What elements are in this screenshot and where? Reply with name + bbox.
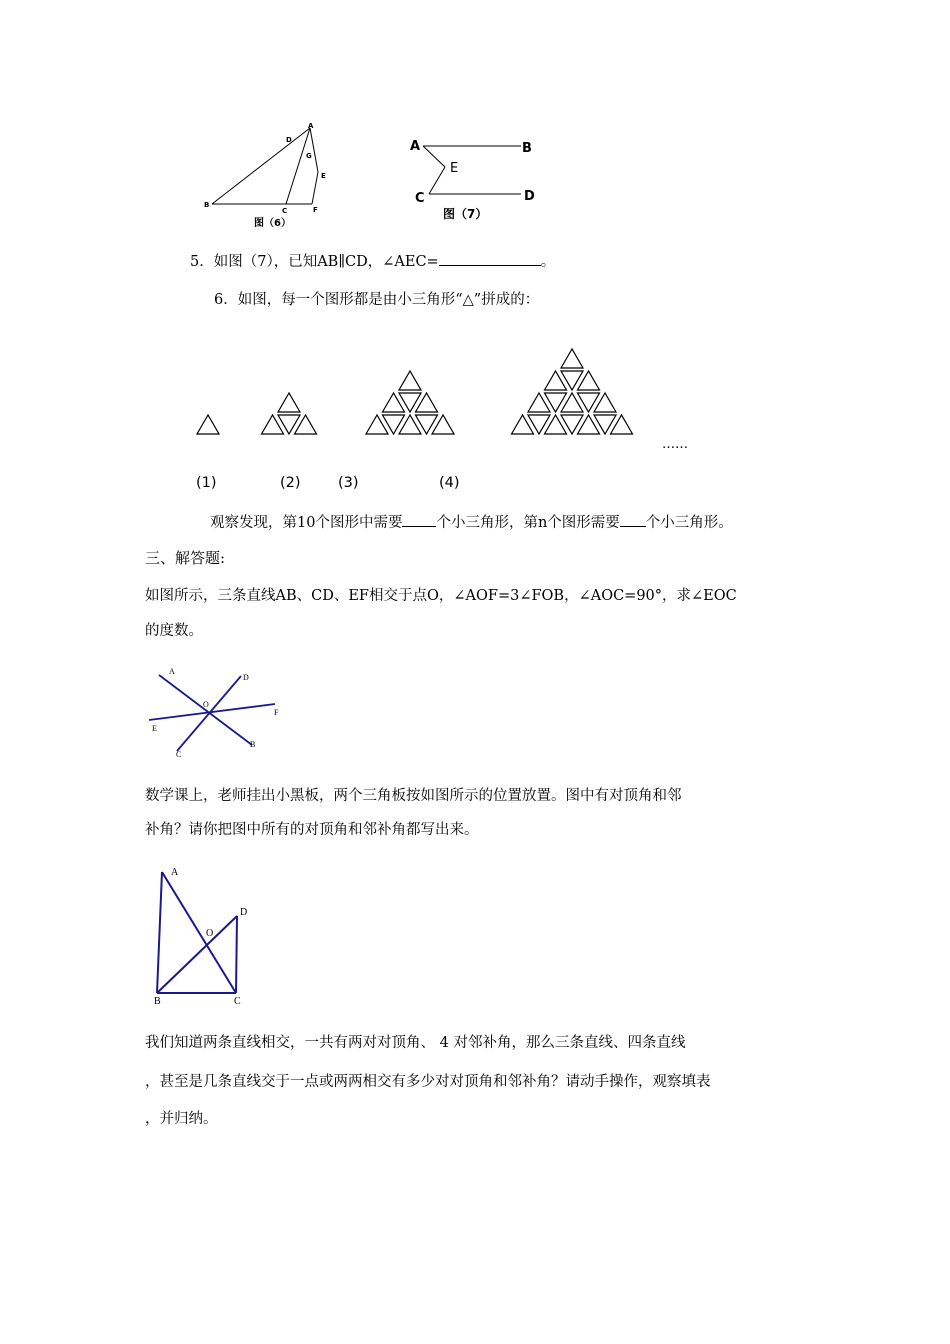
figure-7 [405,130,555,225]
q6-observe-b: 个小三角形，第n个图形需要 [436,515,620,531]
small-triangle-up [197,415,219,434]
q6-triangle-symbol: △ [462,292,474,308]
problem-3-line-2: ，甚至是几条直线交于一点或两两相交有多少对对顶角和邻补角？请动手操作，观察填表 [145,1074,711,1090]
q6-blank-2[interactable] [620,512,646,527]
question-6 [214,291,539,309]
fig6-point-b: B [204,201,210,209]
fig6-point-c: C [282,207,288,215]
small-triangle-up [561,349,583,368]
q6-observe-c: 个小三角形。 [645,515,733,531]
q6-observation [210,512,733,532]
q6-label-2: (2) [280,475,301,491]
question-5 [190,251,555,271]
problem-3-line-1: 我们知道两条直线相交，一共有两对对顶角、 4 对邻补角，那么三条直线、四条直线 [145,1035,686,1051]
q6-label-4: (4) [439,475,460,491]
p1-point-o: O [203,700,209,709]
triangle-patterns [190,330,710,450]
fig7-caption: 图（7） [443,207,488,221]
figure-three-lines [145,665,305,765]
problem-2-line-2: 补角？请你把图中所有的对顶角和邻补角都写出来。 [145,822,479,838]
problem-1-line-1: 如图所示，三条直线AB、CD、EF相交于点O，∠AOF=3∠FOB，∠AOC=90°，求∠EOC [145,588,737,604]
q6-text: 6．如图，每一个图形都是由小三角形“ [214,292,463,308]
q6-blank-1[interactable] [402,512,436,527]
fig7-point-a: A [410,139,421,154]
fig6-point-d: D [286,136,292,144]
fig6-caption: 图（6） [254,218,291,229]
q6-text-end: ”拼成的： [473,292,540,308]
q6-observe-a: 观察发现，第10个图形中需要 [210,515,403,531]
triangle-boards [157,872,237,993]
fig7-point-b: B [522,141,532,156]
small-triangle-up [278,393,300,412]
figure-triangle-boards [145,862,265,1012]
p1-point-b: B [250,740,256,749]
p1-point-d: D [243,673,249,682]
problem-3-line-3: ，并归纳。 [145,1111,218,1127]
q6-ellipsis: …… [662,437,688,452]
figure-7-lines [423,146,521,194]
q5-answer-blank[interactable] [439,251,541,266]
q5-suffix: 。 [540,254,556,270]
section-3-heading: 三、解答题: [145,549,226,567]
small-triangle-up [399,371,421,390]
p1-point-a: A [169,667,175,676]
q6-label-3: (3) [338,475,359,491]
p2-point-c: C [234,996,241,1007]
fig7-point-c: C [415,191,425,206]
problem-1-line-2: 的度数。 [145,623,203,639]
p2-point-a: A [171,867,179,878]
p2-point-b: B [154,996,161,1007]
p1-point-c: C [176,750,182,759]
figure-6 [200,120,340,230]
p1-point-f: F [274,708,279,717]
fig7-point-e: E [450,161,459,176]
q5-prefix: 5．如图（7），已知AB∥CD，∠AEC= [190,254,439,270]
problem-2-line-1: 数学课上，老师挂出小黑板，两个三角板按如图所示的位置放置。图中有对顶角和邻 [145,788,682,804]
fig6-point-f: F [313,206,318,214]
figure-6-lines [212,128,318,204]
p2-point-o: O [206,928,214,939]
p1-point-e: E [152,724,157,733]
fig6-point-g: G [306,152,312,160]
fig6-point-e: E [321,172,326,180]
fig7-point-d: D [524,189,535,204]
fig6-point-a: A [308,122,314,130]
p2-point-d: D [240,907,248,918]
three-lines [149,675,275,751]
q6-label-1: (1) [196,475,217,491]
